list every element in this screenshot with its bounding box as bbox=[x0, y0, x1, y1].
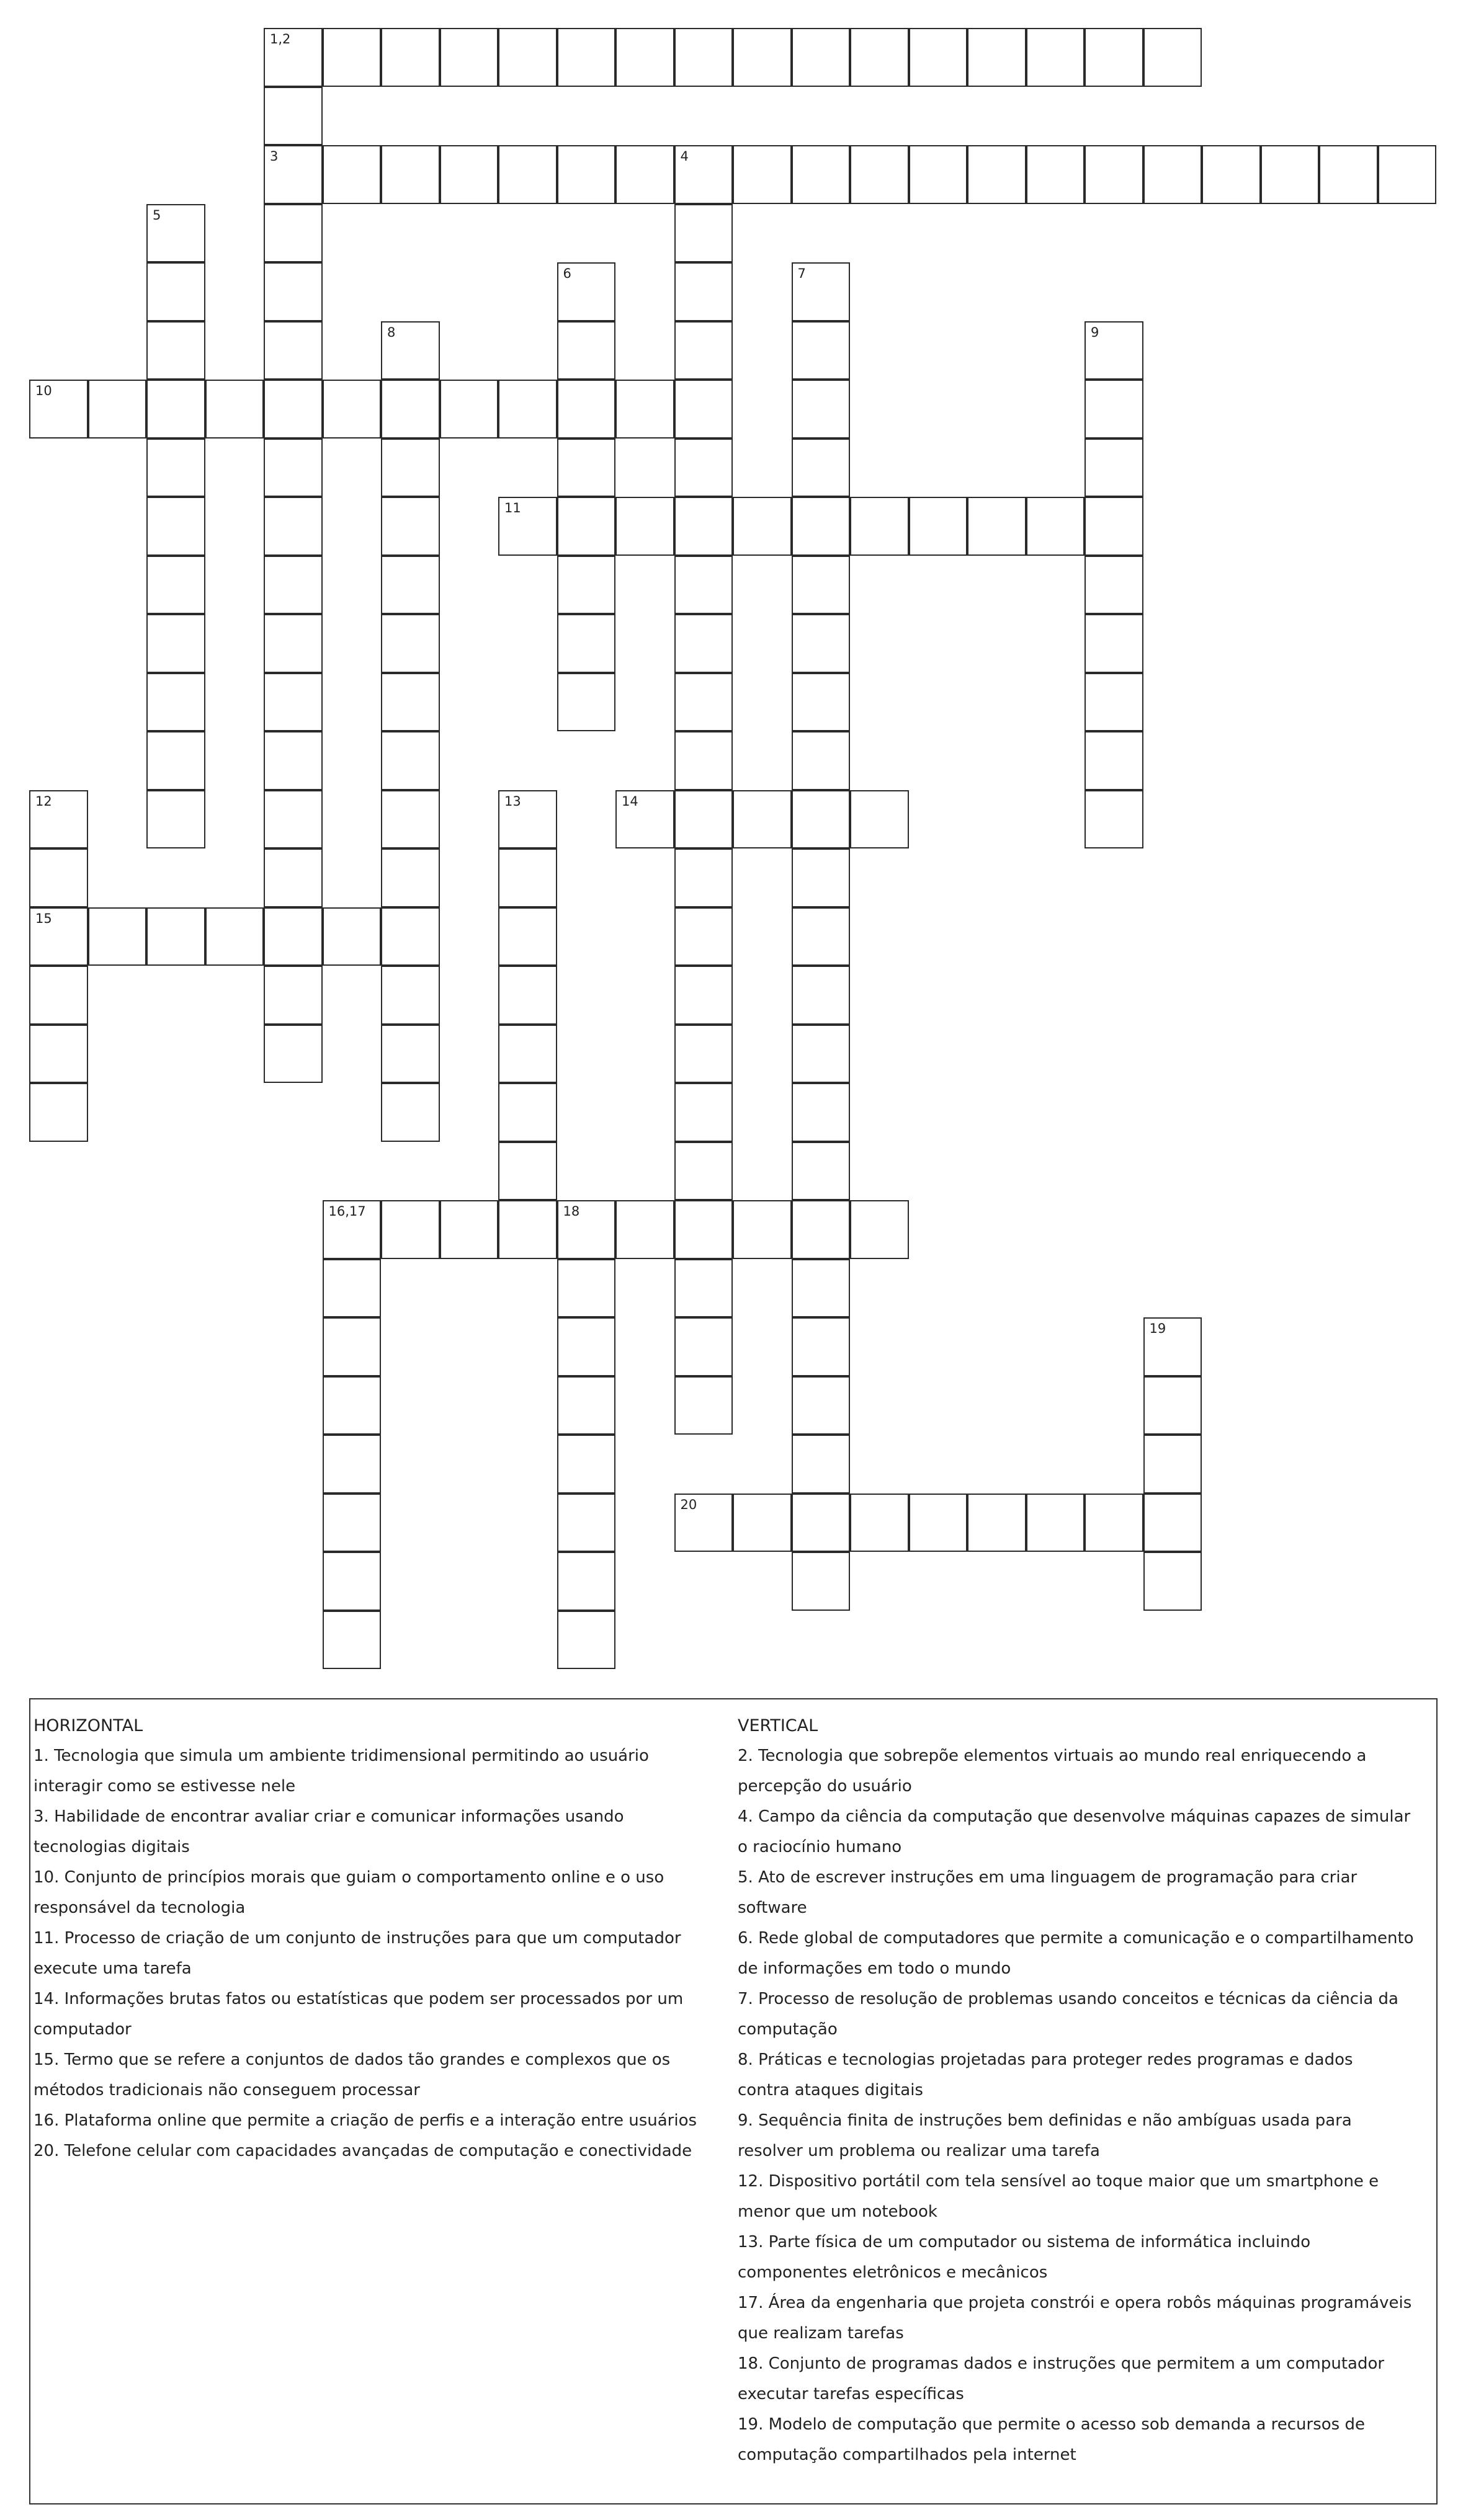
grid-cell[interactable] bbox=[674, 1083, 733, 1142]
clue-number: 12 bbox=[35, 793, 52, 809]
grid-cell[interactable] bbox=[674, 1494, 733, 1552]
clue-line: 20. Telefone celular com capacidades avançadas de computação e conectividade bbox=[34, 2142, 692, 2160]
grid-cell[interactable] bbox=[381, 790, 440, 849]
grid-cell[interactable] bbox=[557, 1259, 616, 1318]
clue-number: 18 bbox=[563, 1204, 580, 1219]
grid-cell[interactable] bbox=[674, 439, 733, 497]
grid-cell[interactable] bbox=[850, 790, 909, 849]
grid-cell[interactable] bbox=[498, 848, 557, 907]
grid-cell[interactable] bbox=[1143, 1435, 1202, 1494]
grid-cell[interactable] bbox=[557, 145, 616, 204]
grid-cell[interactable] bbox=[1085, 497, 1143, 556]
grid-cell[interactable] bbox=[381, 907, 440, 966]
grid-cell[interactable] bbox=[29, 848, 88, 907]
grid-cell[interactable] bbox=[792, 145, 851, 204]
grid-cell[interactable] bbox=[381, 614, 440, 673]
grid-cell[interactable] bbox=[381, 966, 440, 1025]
clue-line: execute uma tarefa bbox=[34, 1959, 192, 1978]
grid-cell[interactable] bbox=[850, 1494, 909, 1552]
grid-cell[interactable] bbox=[733, 1200, 792, 1259]
clue-number: 15 bbox=[35, 910, 52, 926]
grid-cell[interactable] bbox=[323, 1376, 382, 1435]
grid-cell[interactable] bbox=[381, 1200, 440, 1259]
grid-cell[interactable] bbox=[792, 439, 851, 497]
grid-cell[interactable] bbox=[733, 1494, 792, 1552]
grid-cell[interactable] bbox=[674, 731, 733, 790]
clue-line: computador bbox=[34, 2020, 132, 2039]
grid-cell[interactable] bbox=[88, 907, 147, 966]
vertical-clue-list bbox=[738, 1741, 1436, 2470]
grid-cell[interactable] bbox=[967, 145, 1026, 204]
grid-cell[interactable] bbox=[850, 28, 909, 87]
grid-cell[interactable] bbox=[323, 1611, 382, 1670]
grid-cell[interactable] bbox=[733, 28, 792, 87]
grid-cell[interactable] bbox=[792, 1435, 851, 1494]
horizontal-clue-list bbox=[34, 1741, 728, 2166]
clue-line: 8. Práticas e tecnologias projetadas para proteger redes programas e dados bbox=[738, 2050, 1353, 2069]
grid-cell[interactable] bbox=[733, 145, 792, 204]
grid-cell[interactable] bbox=[381, 497, 440, 556]
grid-cell[interactable] bbox=[205, 907, 264, 966]
grid-cell[interactable] bbox=[792, 556, 851, 615]
clue-line: 1. Tecnologia que simula um ambiente tridimensional permitindo ao usuário bbox=[34, 1747, 649, 1765]
grid-cell[interactable] bbox=[674, 1259, 733, 1318]
grid-cell[interactable] bbox=[557, 380, 616, 439]
clue-line: resolver um problema ou realizar uma tarefa bbox=[738, 2142, 1100, 2160]
grid-cell[interactable] bbox=[792, 1552, 851, 1611]
grid-cell[interactable] bbox=[264, 556, 323, 615]
grid-cell[interactable] bbox=[29, 1083, 88, 1142]
grid-cell[interactable] bbox=[264, 614, 323, 673]
clue-line: 17. Área da engenharia que projeta constrói e opera robôs máquinas programáveis bbox=[738, 2294, 1412, 2312]
clue-line: percepção do usuário bbox=[738, 1777, 912, 1796]
grid-cell[interactable] bbox=[498, 1200, 557, 1259]
grid-cell[interactable] bbox=[674, 790, 733, 849]
grid-cell[interactable] bbox=[674, 262, 733, 321]
grid-cell[interactable] bbox=[440, 145, 499, 204]
grid-cell[interactable] bbox=[1085, 380, 1143, 439]
grid-cell[interactable] bbox=[381, 556, 440, 615]
grid-cell[interactable] bbox=[323, 145, 382, 204]
clue-line: 11. Processo de criação de um conjunto de instruções para que um computador bbox=[34, 1929, 681, 1948]
grid-cell[interactable] bbox=[381, 145, 440, 204]
grid-cell[interactable] bbox=[146, 497, 205, 556]
clue-number: 19 bbox=[1149, 1321, 1166, 1336]
clue-number: 8 bbox=[387, 324, 396, 340]
grid-cell[interactable] bbox=[88, 380, 147, 439]
grid-cell[interactable] bbox=[440, 380, 499, 439]
grid-cell[interactable] bbox=[615, 790, 674, 849]
clue-line: 13. Parte física de um computador ou sistema de informática incluindo bbox=[738, 2233, 1311, 2251]
grid-cell[interactable] bbox=[1085, 145, 1143, 204]
grid-cell[interactable] bbox=[1085, 439, 1143, 497]
grid-cell[interactable] bbox=[146, 262, 205, 321]
grid-cell[interactable] bbox=[557, 614, 616, 673]
grid-cell[interactable] bbox=[674, 28, 733, 87]
clue-line: software bbox=[738, 1899, 807, 1917]
clue-line: 14. Informações brutas fatos ou estatísticas que podem ser processados por um bbox=[34, 1990, 684, 2008]
grid-cell[interactable] bbox=[792, 1259, 851, 1318]
grid-cell[interactable] bbox=[264, 145, 323, 204]
clue-line: interagir como se estivesse nele bbox=[34, 1777, 296, 1796]
grid-cell[interactable] bbox=[792, 1200, 851, 1259]
grid-cell[interactable] bbox=[381, 1083, 440, 1142]
clue-line: 7. Processo de resolução de problemas usando conceitos e técnicas da ciência da bbox=[738, 1990, 1398, 2008]
grid-cell[interactable] bbox=[146, 204, 205, 263]
grid-cell[interactable] bbox=[1085, 614, 1143, 673]
grid-cell[interactable] bbox=[29, 966, 88, 1025]
clue-line: tecnologias digitais bbox=[34, 1838, 190, 1856]
clue-number: 1,2 bbox=[270, 32, 291, 47]
grid-cell[interactable] bbox=[146, 790, 205, 849]
grid-cell[interactable] bbox=[674, 380, 733, 439]
grid-cell[interactable] bbox=[146, 321, 205, 380]
clue-number: 10 bbox=[35, 383, 52, 398]
grid-cell[interactable] bbox=[264, 262, 323, 321]
grid-cell[interactable] bbox=[498, 966, 557, 1025]
grid-cell[interactable] bbox=[674, 145, 733, 204]
clue-line: o raciocínio humano bbox=[738, 1838, 902, 1856]
grid-cell[interactable] bbox=[146, 907, 205, 966]
clue-number: 3 bbox=[270, 149, 279, 164]
grid-cell[interactable] bbox=[498, 28, 557, 87]
clue-line: 6. Rede global de computadores que permite a comunicação e o compartilhamento bbox=[738, 1929, 1414, 1948]
clue-line: 15. Termo que se refere a conjuntos de dados tão grandes e complexos que os bbox=[34, 2050, 671, 2069]
grid-cell[interactable] bbox=[381, 673, 440, 732]
clue-number: 6 bbox=[563, 266, 571, 281]
clue-box bbox=[29, 1698, 1438, 2504]
grid-cell[interactable] bbox=[674, 1200, 733, 1259]
clue-line: responsável da tecnologia bbox=[34, 1899, 246, 1917]
grid-cell[interactable] bbox=[498, 1142, 557, 1201]
grid-cell[interactable] bbox=[792, 907, 851, 966]
grid-cell[interactable] bbox=[733, 497, 792, 556]
grid-cell[interactable] bbox=[146, 614, 205, 673]
grid-cell[interactable] bbox=[792, 321, 851, 380]
grid-cell[interactable] bbox=[264, 87, 323, 146]
clue-number: 7 bbox=[797, 266, 806, 281]
clue-number: 16,17 bbox=[328, 1204, 366, 1219]
grid-cell[interactable] bbox=[1202, 145, 1261, 204]
grid-cell[interactable] bbox=[498, 497, 557, 556]
grid-cell[interactable] bbox=[792, 790, 851, 849]
grid-cell[interactable] bbox=[323, 1317, 382, 1376]
clue-number: 11 bbox=[504, 501, 521, 515]
grid-cell[interactable] bbox=[1085, 790, 1143, 849]
clue-line: 9. Sequência finita de instruções bem definidas e não ambíguas usada para bbox=[738, 2111, 1352, 2130]
grid-cell[interactable] bbox=[615, 380, 674, 439]
grid-cell[interactable] bbox=[498, 907, 557, 966]
grid-cell[interactable] bbox=[29, 380, 88, 439]
grid-cell[interactable] bbox=[498, 790, 557, 849]
grid-cell[interactable] bbox=[264, 321, 323, 380]
grid-cell[interactable] bbox=[850, 145, 909, 204]
grid-cell[interactable] bbox=[909, 497, 968, 556]
grid-cell[interactable] bbox=[557, 1494, 616, 1552]
grid-cell[interactable] bbox=[557, 1552, 616, 1611]
grid-cell[interactable] bbox=[1085, 1494, 1143, 1552]
grid-cell[interactable] bbox=[498, 1025, 557, 1084]
grid-cell[interactable] bbox=[909, 1494, 968, 1552]
grid-cell[interactable] bbox=[1085, 731, 1143, 790]
grid-cell[interactable] bbox=[557, 1611, 616, 1670]
grid-cell[interactable] bbox=[557, 1317, 616, 1376]
clue-line: 12. Dispositivo portátil com tela sensível ao toque maior que um smartphone e bbox=[738, 2172, 1379, 2191]
clue-line: que realizam tarefas bbox=[738, 2324, 904, 2343]
grid-cell[interactable] bbox=[792, 28, 851, 87]
grid-cell[interactable] bbox=[792, 731, 851, 790]
grid-cell[interactable] bbox=[1378, 145, 1437, 204]
grid-cell[interactable] bbox=[264, 848, 323, 907]
grid-cell[interactable] bbox=[1026, 145, 1085, 204]
grid-cell[interactable] bbox=[792, 848, 851, 907]
grid-cell[interactable] bbox=[1143, 1552, 1202, 1611]
grid-cell[interactable] bbox=[264, 966, 323, 1025]
grid-cell[interactable] bbox=[381, 1025, 440, 1084]
grid-cell[interactable] bbox=[557, 28, 616, 87]
grid-cell[interactable] bbox=[557, 439, 616, 497]
grid-cell[interactable] bbox=[323, 28, 382, 87]
grid-cell[interactable] bbox=[967, 1494, 1026, 1552]
grid-cell[interactable] bbox=[557, 262, 616, 321]
grid-cell[interactable] bbox=[1143, 1494, 1202, 1552]
grid-cell[interactable] bbox=[674, 673, 733, 732]
clue-line: 3. Habilidade de encontrar avaliar criar e comunicar informações usando bbox=[34, 1807, 624, 1826]
grid-cell[interactable] bbox=[323, 380, 382, 439]
grid-cell[interactable] bbox=[615, 28, 674, 87]
grid-cell[interactable] bbox=[264, 1025, 323, 1084]
grid-cell[interactable] bbox=[674, 907, 733, 966]
clue-line: menor que um notebook bbox=[738, 2202, 937, 2221]
grid-cell[interactable] bbox=[1143, 28, 1202, 87]
grid-cell[interactable] bbox=[615, 1200, 674, 1259]
grid-cell[interactable] bbox=[557, 673, 616, 732]
grid-cell[interactable] bbox=[440, 1200, 499, 1259]
clue-line: 18. Conjunto de programas dados e instruções que permitem a um computador bbox=[738, 2354, 1385, 2373]
clue-line: 2. Tecnologia que sobrepõe elementos virtuais ao mundo real enriquecendo a bbox=[738, 1747, 1367, 1765]
grid-cell[interactable] bbox=[323, 1259, 382, 1318]
grid-cell[interactable] bbox=[1319, 145, 1378, 204]
grid-cell[interactable] bbox=[557, 1200, 616, 1259]
grid-cell[interactable] bbox=[792, 614, 851, 673]
grid-cell[interactable] bbox=[850, 497, 909, 556]
clue-line: métodos tradicionais não conseguem processar bbox=[34, 2081, 420, 2099]
grid-cell[interactable] bbox=[381, 439, 440, 497]
grid-cell[interactable] bbox=[792, 380, 851, 439]
clue-number: 20 bbox=[680, 1497, 697, 1512]
grid-cell[interactable] bbox=[381, 321, 440, 380]
grid-cell[interactable] bbox=[29, 790, 88, 849]
clue-line: 10. Conjunto de princípios morais que guiam o comportamento online e o uso bbox=[34, 1868, 664, 1887]
clue-number: 4 bbox=[680, 149, 689, 164]
clue-line: de informações em todo o mundo bbox=[738, 1959, 1011, 1978]
grid-cell[interactable] bbox=[323, 907, 382, 966]
grid-cell[interactable] bbox=[381, 848, 440, 907]
grid-cell[interactable] bbox=[792, 1494, 851, 1552]
grid-cell[interactable] bbox=[674, 1376, 733, 1435]
grid-cell[interactable] bbox=[1026, 28, 1085, 87]
grid-cell[interactable] bbox=[1143, 1317, 1202, 1376]
grid-cell[interactable] bbox=[674, 321, 733, 380]
grid-cell[interactable] bbox=[29, 1025, 88, 1084]
clue-line: executar tarefas específicas bbox=[738, 2385, 964, 2403]
grid-cell[interactable] bbox=[323, 1200, 382, 1259]
grid-cell[interactable] bbox=[1085, 321, 1143, 380]
grid-cell[interactable] bbox=[323, 1494, 382, 1552]
grid-cell[interactable] bbox=[29, 907, 88, 966]
vertical-heading: VERTICAL bbox=[738, 1716, 818, 1735]
grid-cell[interactable] bbox=[615, 497, 674, 556]
grid-cell[interactable] bbox=[674, 204, 733, 263]
grid-cell[interactable] bbox=[967, 497, 1026, 556]
grid-cell[interactable] bbox=[498, 380, 557, 439]
grid-cell[interactable] bbox=[792, 966, 851, 1025]
clue-line: contra ataques digitais bbox=[738, 2081, 923, 2099]
grid-cell[interactable] bbox=[264, 28, 323, 87]
grid-cell[interactable] bbox=[674, 966, 733, 1025]
grid-cell[interactable] bbox=[264, 439, 323, 497]
grid-cell[interactable] bbox=[146, 380, 205, 439]
grid-cell[interactable] bbox=[264, 204, 323, 263]
grid-cell[interactable] bbox=[792, 262, 851, 321]
grid-cell[interactable] bbox=[381, 731, 440, 790]
grid-cell[interactable] bbox=[557, 1435, 616, 1494]
grid-cell[interactable] bbox=[498, 1083, 557, 1142]
grid-cell[interactable] bbox=[792, 1025, 851, 1084]
grid-cell[interactable] bbox=[146, 556, 205, 615]
grid-cell[interactable] bbox=[323, 1435, 382, 1494]
grid-cell[interactable] bbox=[674, 497, 733, 556]
grid-cell[interactable] bbox=[674, 614, 733, 673]
horizontal-heading: HORIZONTAL bbox=[34, 1716, 143, 1735]
grid-cell[interactable] bbox=[909, 28, 968, 87]
grid-cell[interactable] bbox=[440, 28, 499, 87]
grid-cell[interactable] bbox=[557, 321, 616, 380]
grid-cell[interactable] bbox=[792, 673, 851, 732]
grid-cell[interactable] bbox=[792, 1317, 851, 1376]
grid-cell[interactable] bbox=[615, 145, 674, 204]
clue-line: 4. Campo da ciência da computação que desenvolve máquinas capazes de simular bbox=[738, 1807, 1411, 1826]
grid-cell[interactable] bbox=[381, 28, 440, 87]
grid-cell[interactable] bbox=[674, 1142, 733, 1201]
grid-cell[interactable] bbox=[205, 380, 264, 439]
grid-cell[interactable] bbox=[1026, 1494, 1085, 1552]
grid-cell[interactable] bbox=[1026, 497, 1085, 556]
grid-cell[interactable] bbox=[850, 1200, 909, 1259]
grid-cell[interactable] bbox=[792, 1142, 851, 1201]
grid-cell[interactable] bbox=[1085, 556, 1143, 615]
grid-cell[interactable] bbox=[323, 1552, 382, 1611]
grid-cell[interactable] bbox=[146, 731, 205, 790]
grid-cell[interactable] bbox=[381, 380, 440, 439]
grid-cell[interactable] bbox=[1143, 145, 1202, 204]
grid-cell[interactable] bbox=[792, 497, 851, 556]
clue-number: 13 bbox=[504, 793, 521, 809]
grid-cell[interactable] bbox=[557, 556, 616, 615]
grid-cell[interactable] bbox=[264, 731, 323, 790]
clue-line: 5. Ato de escrever instruções em uma linguagem de programação para criar bbox=[738, 1868, 1357, 1887]
grid-cell[interactable] bbox=[557, 1376, 616, 1435]
grid-cell[interactable] bbox=[146, 439, 205, 497]
grid-cell[interactable] bbox=[557, 497, 616, 556]
clue-line: 16. Plataforma online que permite a criação de perfis e a interação entre usuários bbox=[34, 2111, 697, 2130]
grid-cell[interactable] bbox=[674, 1025, 733, 1084]
grid-cell[interactable] bbox=[792, 1376, 851, 1435]
grid-cell[interactable] bbox=[674, 1317, 733, 1376]
grid-cell[interactable] bbox=[909, 145, 968, 204]
grid-cell[interactable] bbox=[1085, 28, 1143, 87]
grid-cell[interactable] bbox=[498, 145, 557, 204]
clue-number: 14 bbox=[622, 793, 638, 809]
grid-cell[interactable] bbox=[967, 28, 1026, 87]
grid-cell[interactable] bbox=[264, 907, 323, 966]
clue-line: 19. Modelo de computação que permite o acesso sob demanda a recursos de bbox=[738, 2415, 1365, 2434]
clue-number: 5 bbox=[153, 207, 161, 223]
clue-line: computação compartilhados pela internet bbox=[738, 2446, 1076, 2464]
grid-cell[interactable] bbox=[264, 380, 323, 439]
clue-line: componentes eletrônicos e mecânicos bbox=[738, 2263, 1048, 2282]
grid-cell[interactable] bbox=[674, 848, 733, 907]
grid-cell[interactable] bbox=[1085, 673, 1143, 732]
clue-number: 9 bbox=[1091, 324, 1099, 340]
grid-cell[interactable] bbox=[792, 1083, 851, 1142]
grid-cell[interactable] bbox=[674, 556, 733, 615]
clue-line: computação bbox=[738, 2020, 838, 2039]
grid-cell[interactable] bbox=[146, 673, 205, 732]
vertical-clues bbox=[738, 1711, 1436, 2470]
grid-cell[interactable] bbox=[264, 790, 323, 849]
grid-cell[interactable] bbox=[1261, 145, 1320, 204]
grid-cell[interactable] bbox=[1143, 1376, 1202, 1435]
grid-cell[interactable] bbox=[264, 673, 323, 732]
grid-cell[interactable] bbox=[733, 790, 792, 849]
horizontal-clues bbox=[34, 1711, 728, 2166]
grid-cell[interactable] bbox=[264, 497, 323, 556]
